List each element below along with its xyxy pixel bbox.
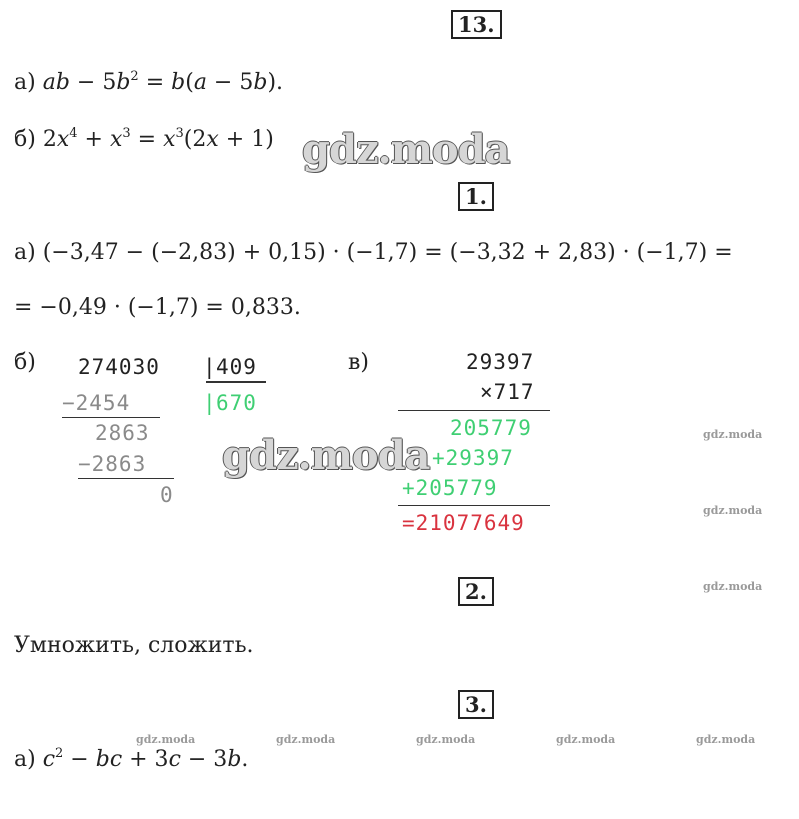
section-number-3: 3. xyxy=(458,690,494,719)
term: x xyxy=(206,127,219,152)
watermark-small: gdz.moda xyxy=(276,733,336,746)
dividend: 274030 xyxy=(78,355,160,379)
task1-v-label: в) xyxy=(348,350,369,375)
partial-product-3: +205779 xyxy=(402,476,498,500)
watermark-logo: gdz.moda xyxy=(222,432,430,479)
equals: = xyxy=(138,70,172,95)
term: x xyxy=(109,127,123,152)
task2-text: Умножить, сложить. xyxy=(14,633,254,658)
task1-a-line1: а) (−3,47 − (−2,83) + 0,15) · (−1,7) = (−3,32 + 2,83) · (−1,7) = xyxy=(14,240,733,265)
exponent: 4 xyxy=(69,126,78,141)
label-b: б) xyxy=(14,127,36,152)
term: . xyxy=(241,747,249,772)
quotient: 670 xyxy=(216,391,257,415)
divisor: 409 xyxy=(216,355,257,379)
multiplication-line1 xyxy=(398,410,550,411)
divisor-underline xyxy=(206,381,266,383)
division-step1: −2454 xyxy=(62,391,131,415)
term: ( xyxy=(185,70,194,95)
label-a: а) xyxy=(14,747,36,772)
partial-product-1: 205779 xyxy=(450,416,532,440)
task1-a-line2: = −0,49 · (−1,7) = 0,833. xyxy=(14,295,301,320)
multiplication-line2 xyxy=(398,505,550,506)
task13-a xyxy=(14,70,283,96)
task3-a xyxy=(14,747,248,773)
term: b xyxy=(253,70,268,95)
section-number-1: 1. xyxy=(458,182,494,211)
quotient-bar: | xyxy=(203,391,217,415)
multiplication-result: =21077649 xyxy=(402,511,525,535)
term: b xyxy=(227,747,242,772)
term: − 5 xyxy=(206,70,254,95)
partial-product-2: +29397 xyxy=(432,446,514,470)
term: + 3 xyxy=(122,747,169,772)
term: 2 xyxy=(42,127,57,152)
term: ab xyxy=(42,70,70,95)
term: c xyxy=(42,747,56,772)
multiplier: ×717 xyxy=(480,380,535,404)
equals: = xyxy=(130,127,164,152)
division-remainder1: 2863 xyxy=(95,421,150,445)
section-number-2: 2. xyxy=(458,577,494,606)
term: c xyxy=(168,747,181,772)
division-line2 xyxy=(78,478,174,479)
task13-b xyxy=(14,127,274,153)
term: + xyxy=(77,127,110,152)
term: + 1) xyxy=(218,127,274,152)
term: b xyxy=(116,70,131,95)
term: (2 xyxy=(183,127,207,152)
exponent: 3 xyxy=(175,126,184,141)
term: − 3 xyxy=(180,747,228,772)
term: x xyxy=(56,127,70,152)
section-number-13: 13. xyxy=(451,10,502,39)
term: ). xyxy=(267,70,284,95)
division-bar: | xyxy=(203,355,217,379)
exponent: 3 xyxy=(122,126,131,141)
label-a: а) xyxy=(14,70,36,95)
watermark-logo: gdz.moda xyxy=(302,126,510,173)
multiplicand: 29397 xyxy=(466,350,535,374)
watermark-small: gdz.moda xyxy=(703,504,763,517)
exponent: 2 xyxy=(55,746,64,761)
division-remainder2: 0 xyxy=(160,483,174,507)
division-step2: −2863 xyxy=(78,452,147,476)
term: a xyxy=(193,70,207,95)
watermark-small: gdz.moda xyxy=(703,428,763,441)
term: − 5 xyxy=(69,70,117,95)
watermark-small: gdz.moda xyxy=(696,733,756,746)
term: b xyxy=(171,70,186,95)
term: − xyxy=(63,747,96,772)
task1-b-label: б) xyxy=(14,350,36,375)
term: bc xyxy=(95,747,123,772)
watermark-small: gdz.moda xyxy=(556,733,616,746)
term: x xyxy=(163,127,176,152)
exponent: 2 xyxy=(130,69,139,84)
watermark-small: gdz.moda xyxy=(136,733,196,746)
division-line1 xyxy=(62,417,160,418)
watermark-small: gdz.moda xyxy=(703,580,763,593)
watermark-small: gdz.moda xyxy=(416,733,476,746)
